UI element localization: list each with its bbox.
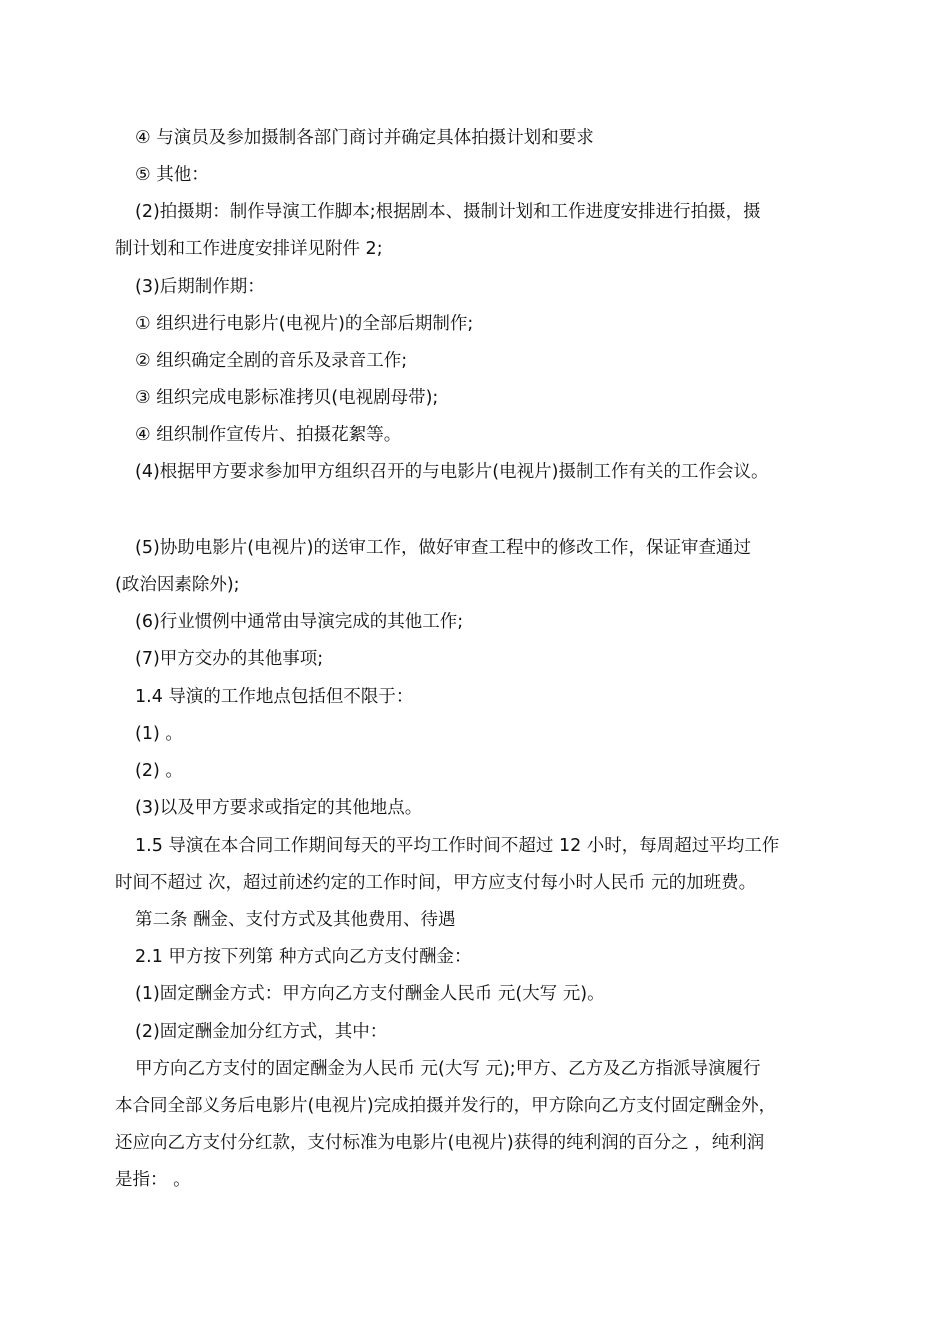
text-line: 甲方向乙方支付的固定酬金为人民币 元(大写 元);甲方、乙方及乙方指派导演履行 [135,1059,761,1079]
text-line: (4)根据甲方要求参加甲方组织召开的与电影片(电视片)摄制工作有关的工作会议。 [135,462,769,482]
text-line: ③ 组织完成电影标准拷贝(电视剧母带); [135,388,439,408]
text-line: (1)固定酬金方式：甲方向乙方支付酬金人民币 元(大写 元)。 [135,984,605,1004]
text-line: (3)后期制作期： [135,277,265,297]
text-line: (政治因素除外); [115,575,240,595]
text-line: 1.4 导演的工作地点包括但不限于： [135,687,414,707]
text-line: (6)行业惯例中通常由导演完成的其他工作; [135,612,464,632]
text-line: (2)固定酬金加分红方式，其中： [135,1022,388,1042]
text-line: ④ 组织制作宣传片、拍摄花絮等。 [135,425,402,445]
text-line: (2)拍摄期：制作导演工作脚本;根据剧本、摄制计划和工作进度安排进行拍摄，摄 [135,202,761,222]
text-line: 时间不超过 次，超过前述约定的工作时间，甲方应支付每小时人民币 元的加班费。 [115,873,757,893]
text-line: (1) 。 [135,724,183,744]
text-line: 还应向乙方支付分红款，支付标准为电影片(电视片)获得的纯利润的百分之 ，纯利润 [115,1133,765,1153]
text-line: 本合同全部义务后电影片(电视片)完成拍摄并发行的，甲方除向乙方支付固定酬金外， [115,1096,777,1116]
text-line: (3)以及甲方要求或指定的其他地点。 [135,798,423,818]
text-line: ⑤ 其他： [135,165,209,185]
text-line: (2) 。 [135,761,183,781]
text-line: ④ 与演员及参加摄制各部门商讨并确定具体拍摄计划和要求 [135,128,594,148]
text-line: 制计划和工作进度安排详见附件 2; [115,239,383,259]
text-line: 1.5 导演在本合同工作期间每天的平均工作时间不超过 12 小时，每周超过平均工作 [135,836,780,856]
text-line: ① 组织进行电影片(电视片)的全部后期制作; [135,314,474,334]
section-heading: 第二条 酬金、支付方式及其他费用、待遇 [135,910,456,930]
text-line: 是指： 。 [115,1170,191,1190]
text-line: (5)协助电影片(电视片)的送审工作，做好审查工程中的修改工作，保证审查通过 [135,538,751,558]
text-line: (7)甲方交办的其他事项; [135,649,324,669]
text-line: ② 组织确定全剧的音乐及录音工作; [135,351,408,371]
text-line: 2.1 甲方按下列第 种方式向乙方支付酬金： [135,947,472,967]
